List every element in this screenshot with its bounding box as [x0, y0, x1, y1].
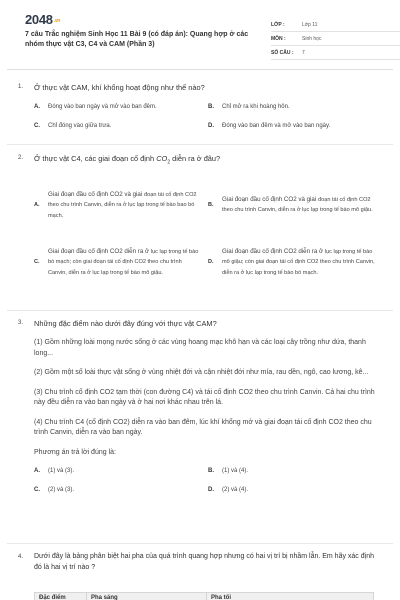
option-text: Đóng vào ban ngày và mở vào ban đêm. — [48, 104, 157, 110]
question-number: 1. — [18, 84, 24, 90]
option-d[interactable] — [208, 234, 382, 290]
option-body: lục lạp trong tế bào mô giậu; còn giai đoạn tái cố định CO2 theo chu trình Canvin, diễn ra ở lục lạp trong tế bào bó mạch. — [222, 248, 375, 276]
statement-1: (1) Gồm những loài mọng nước sống ở các vùng hoang mạc khô hạn và các loại cây trồng như dứa, thanh long... — [34, 339, 366, 357]
option-text: (2) và (3). — [48, 487, 75, 493]
question-stem — [18, 318, 382, 329]
meta-value: Sinh học — [302, 35, 322, 42]
option-letter: D. — [208, 487, 214, 493]
statement-3: (3) Chu trình cố định CO2 tạm thời (con đường C4) và tái cố định CO2 theo chu trình Canvin. Cả hai chu trình này đều diễn ra vào ban ngày và ở hai nơi khác nhau trên lá. — [34, 388, 375, 406]
option-letter: C. — [34, 259, 40, 266]
table-header-cell: Pha tối — [211, 595, 232, 600]
option-text: (1) và (3). — [48, 468, 75, 474]
option-c[interactable] — [34, 486, 208, 495]
option-letter: D. — [208, 123, 214, 129]
question-divider — [7, 543, 393, 544]
option-text — [48, 247, 202, 279]
question-1 — [18, 82, 382, 131]
question-number: 2. — [18, 155, 24, 161]
meta-info — [271, 18, 400, 60]
option-letter: C. — [34, 487, 40, 493]
option-text: Đóng vào ban đêm và mở vào ban ngày. — [222, 123, 331, 129]
option-text: (2) và (4). — [222, 487, 249, 493]
formula-subscript: 2 — [167, 159, 171, 166]
question-stem — [18, 153, 382, 168]
option-head: Giai đoạn đầu cố định CO2 diễn ra ở — [48, 247, 150, 255]
stem-part: Ở thực vật C4, các giai đoạn cố định — [34, 154, 157, 163]
meta-row-mon — [271, 32, 400, 46]
option-letter: B. — [208, 468, 214, 474]
question-stem — [18, 82, 382, 93]
option-a[interactable] — [34, 176, 208, 234]
question-4 — [18, 552, 382, 573]
option-body: lục lạp trong tế bào bó mạch; còn giai đoạn tái cố định CO2 theo chu trình Canvin, diễn ra ở lục lạp trong tế bào mô giậu. — [48, 248, 199, 276]
meta-value: Lớp 11 — [302, 21, 318, 28]
answer-prompt: Phương án trả lời đúng là: — [34, 448, 116, 456]
option-text: Chỉ đóng vào giữa trưa. — [48, 123, 112, 129]
meta-row-socau — [271, 46, 400, 60]
option-text — [222, 247, 376, 279]
comparison-table-header — [34, 592, 374, 600]
option-b[interactable] — [208, 176, 382, 234]
option-text — [48, 190, 202, 222]
meta-key: SỐ CÂU : — [271, 49, 294, 56]
question-text: Dưới đây là bảng phân biệt hai pha của quá trình quang hợp nhưng có hai vị trí bị nhầm lẫn. Em hãy xác định đó là hai vị trí nào ? — [34, 553, 374, 571]
meta-row-lop — [271, 18, 400, 32]
option-head: Giai đoạn đầu cố định CO2 và giai — [48, 190, 143, 198]
question-number: 3. — [18, 320, 24, 326]
option-head: Giai đoạn đầu cố định CO2 và giai — [222, 195, 317, 203]
question-number: 4. — [18, 554, 24, 560]
formula: CO — [156, 154, 168, 163]
table-header-cell: Đặc điểm — [35, 593, 87, 600]
question-3 — [18, 318, 382, 495]
option-c[interactable] — [34, 122, 208, 131]
option-body: đoạn tái cố định CO2 theo chu trình Canvin, diễn ra ở lục lạp trong tế bào mô giậu. — [222, 196, 373, 214]
statement-4: (4) Chu trình C4 (cố định CO2) diễn ra vào ban đêm, lúc khí khổng mở và giai đoạn tái cố định CO2 theo chu trình Canvin, diễn ra vào ban ngày. — [34, 418, 372, 436]
statement-2: (2) Gồm một số loài thực vật sống ở vùng nhiệt đới và cận nhiệt đới như mía, rau dền, ngô, cao lương, kê... — [34, 369, 369, 376]
option-b[interactable] — [208, 103, 382, 112]
options — [34, 467, 382, 495]
option-d[interactable] — [208, 122, 382, 131]
option-a[interactable] — [34, 103, 208, 112]
question-text: Những đặc điểm nào dưới đây đúng với thực vật CAM? — [34, 319, 217, 328]
question-stem — [18, 552, 382, 573]
question-divider — [7, 310, 393, 311]
option-letter: B. — [208, 202, 214, 209]
option-text: Chỉ mở ra khi hoàng hôn. — [222, 104, 290, 110]
logo-text: 2048 — [25, 12, 53, 27]
page-title: 7 câu Trắc nghiệm Sinh Học 11 Bài 9 (có đáp án): Quang hợp ở các nhóm thực vật C3, C4 và CAM (Phần 3) — [25, 31, 249, 48]
question-text — [34, 153, 220, 168]
option-text: (1) và (4). — [222, 468, 249, 474]
option-letter: C. — [34, 123, 40, 129]
option-letter: D. — [208, 259, 214, 266]
option-d[interactable] — [208, 486, 382, 495]
option-text — [222, 195, 376, 216]
option-letter: B. — [208, 104, 214, 110]
table-header-cell: Pha sáng — [87, 593, 207, 600]
option-head: Giai đoạn đầu cố định CO2 diễn ra ở — [222, 247, 324, 255]
option-letter: A. — [34, 202, 40, 209]
option-c[interactable] — [34, 234, 208, 290]
meta-key: LỚP : — [271, 21, 285, 28]
site-logo[interactable] — [25, 12, 60, 27]
question-text: Ở thực vật CAM, khí khổng hoạt động như thế nào? — [34, 83, 205, 92]
option-b[interactable] — [208, 467, 382, 476]
options — [34, 176, 382, 290]
option-letter: A. — [34, 104, 40, 110]
option-a[interactable] — [34, 467, 208, 476]
options — [34, 103, 382, 131]
logo-suffix: .vn — [53, 18, 61, 24]
question-divider — [7, 144, 393, 145]
page-header — [18, 0, 382, 62]
header-divider — [7, 69, 393, 70]
question-2 — [18, 153, 382, 290]
meta-value: 7 — [302, 49, 305, 56]
meta-key: MÔN : — [271, 35, 286, 42]
option-body: đoạn tái cố định CO2 theo chu trình Canvin, diễn ra ở lục lạp trong tế bào bao bó mạch. — [48, 191, 197, 219]
option-letter: A. — [34, 468, 40, 474]
stem-part: diễn ra ở đâu? — [170, 154, 221, 163]
